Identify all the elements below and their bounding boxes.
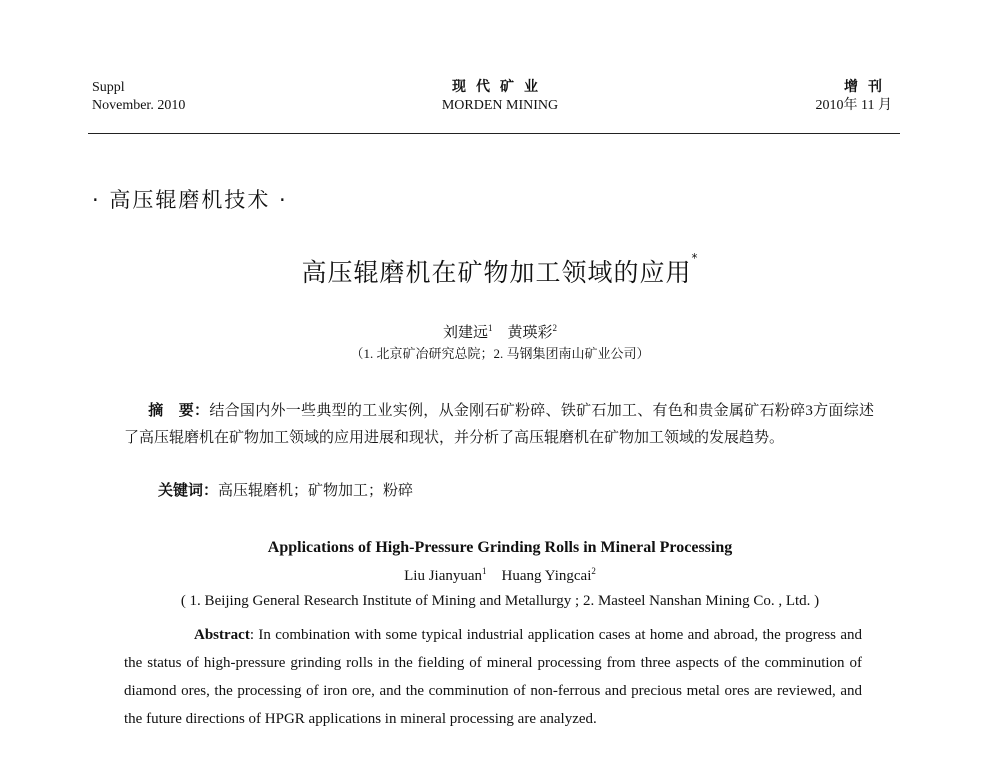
article-title-cn xyxy=(0,253,1000,289)
author-name: 刘建远 xyxy=(442,325,488,341)
header-rule xyxy=(88,133,900,134)
author-affiliation-mark: 2 xyxy=(591,566,596,576)
authors-en xyxy=(0,566,1000,585)
column-title: · 高压辊磨机技术 · xyxy=(92,188,288,212)
authors-cn xyxy=(0,321,1000,342)
abstract-cn-text: 结合国内外一些典型的工业实例，从金刚石矿粉碎、铁矿石加工、有色和贵金属矿石粉碎3方面综述了高压辊磨机在矿物加工领域的应用进展和现状，并分析了高压辊磨机在矿物加工领域的发展趋势。 xyxy=(124,403,874,446)
author-name: 黄瑛彩 xyxy=(507,325,553,341)
abstract-en-label: Abstract xyxy=(194,627,250,643)
journal-name-cn: 现代矿业 xyxy=(452,80,548,95)
author-affiliation-mark: 1 xyxy=(488,323,493,333)
header-date-cn: 2010年 11 月 xyxy=(815,98,892,113)
author-name: Huang Yingcai xyxy=(501,568,592,584)
keywords-cn-label: 关键词： xyxy=(158,481,219,499)
title-cn-text: 高压辊磨机在矿物加工领域的应用 xyxy=(301,258,692,287)
abstract-en-text: : In combination with some typical industrial application cases at home and abroad, the progress and the status of high-pressure grinding rolls in the fielding of mineral processing from three aspects of the comminution of diamond ores, the processing of iron ore, and the comminution of non-ferrous and precious metal ores are reviewed, and the future directions of HPGR applications in mineral processing are analyzed. xyxy=(124,627,862,727)
header-suppl-cn: 增刊 xyxy=(844,80,892,95)
author-name: Liu Jianyuan xyxy=(404,568,483,584)
affiliations-cn: （1. 北京矿冶研究总院；2. 马钢集团南山矿业公司） xyxy=(350,346,650,361)
author-affiliation-mark: 1 xyxy=(482,566,487,576)
abstract-en xyxy=(124,621,862,733)
header-right xyxy=(816,79,892,115)
abstract-cn xyxy=(124,397,874,452)
abstract-cn-label: 摘 要： xyxy=(148,401,210,419)
title-footnote-mark: * xyxy=(691,251,699,265)
journal-name-en: MORDEN MINING xyxy=(441,98,559,113)
article-title-en: Applications of High-Pressure Grinding Rolls in Mineral Processing xyxy=(267,539,733,556)
author-affiliation-mark: 2 xyxy=(552,323,558,333)
affiliations-en: ( 1. Beijing General Research Institute of Mining and Metallurgy ; 2. Masteel Nanshan Mining Co. , Ltd. ) xyxy=(180,593,820,609)
keywords-cn xyxy=(158,479,413,500)
keywords-cn-text: 高压辊磨机；矿物加工；粉碎 xyxy=(218,483,414,499)
header-suppl: Suppl xyxy=(92,80,125,95)
header-date-en: November. 2010 xyxy=(92,98,186,113)
